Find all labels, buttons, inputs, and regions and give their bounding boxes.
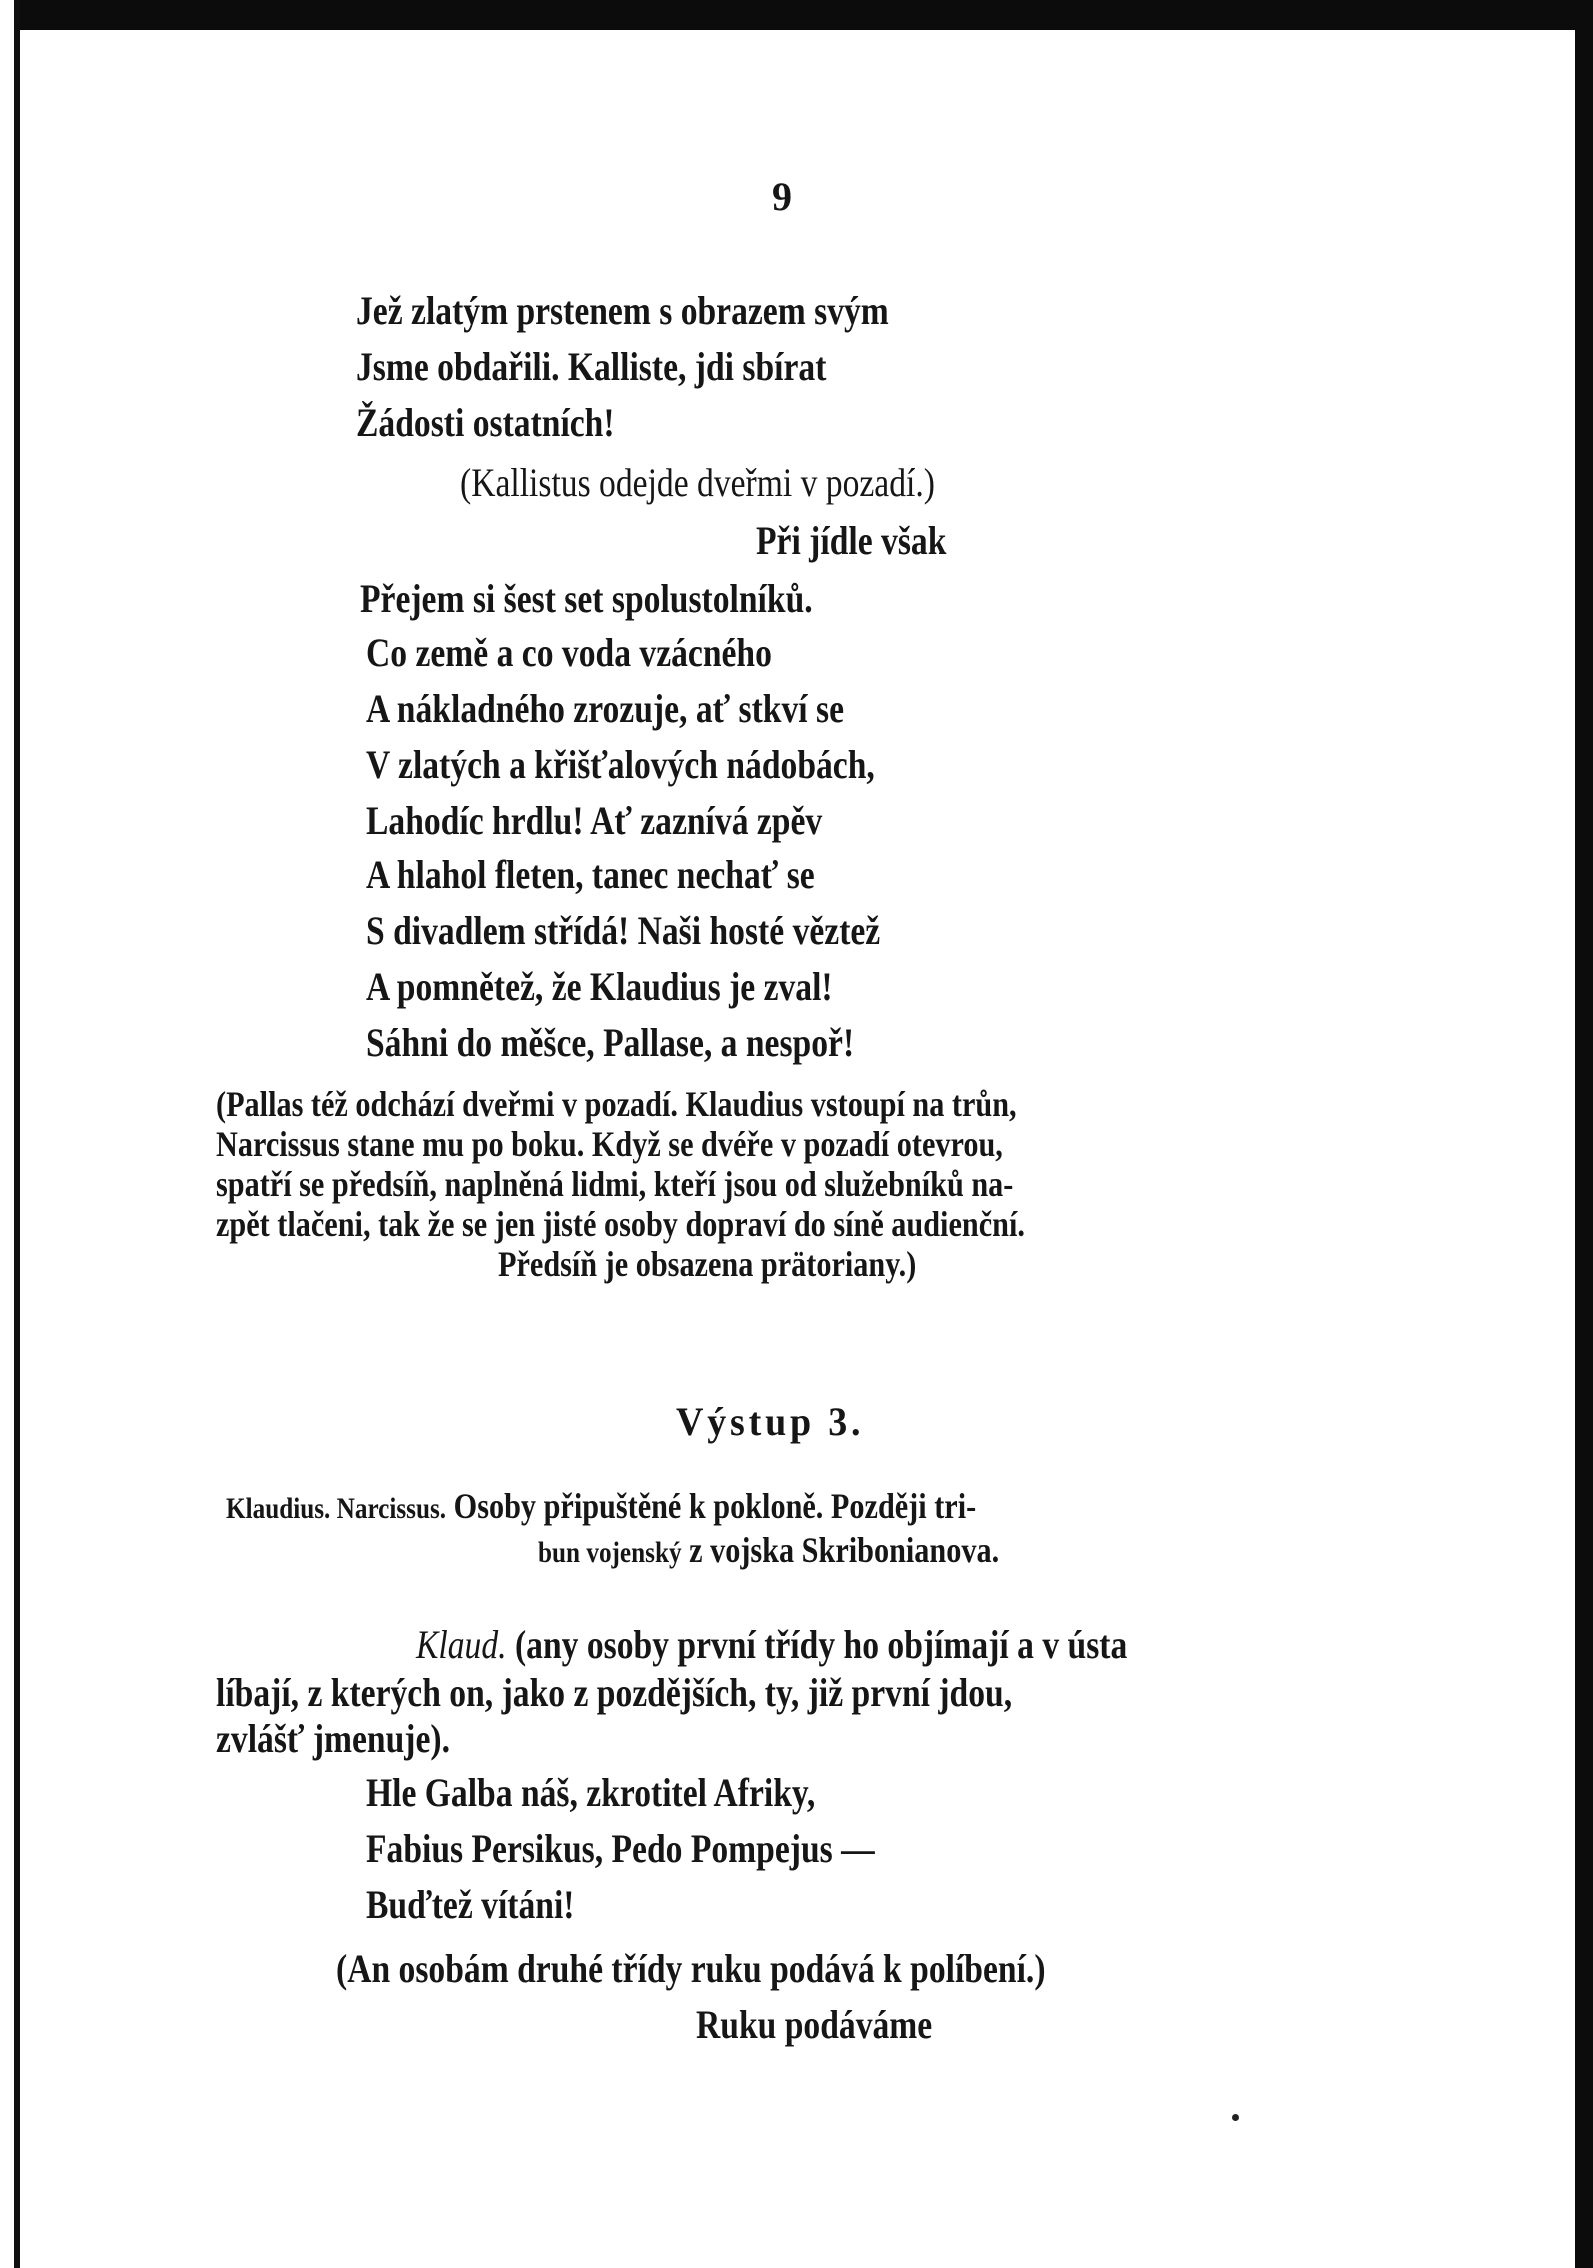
verse-line: Při jídle však xyxy=(756,518,947,563)
verse-line: A pomnětež, že Klaudius je zval! xyxy=(366,964,833,1009)
scene-heading: Výstup 3. xyxy=(676,1399,865,1444)
stage-direction-2: (An osobám druhé třídy ruku podává k políbení.) xyxy=(336,1946,1046,1991)
stage-direction-inline: (Kallistus odejde dveřmi v pozadí.) xyxy=(460,460,935,505)
verse-line: Co země a co voda vzácného xyxy=(366,630,772,675)
speech-line-3: zvlášť jmenuje). xyxy=(216,1716,450,1761)
verse-line: S divadlem střídá! Naši hosté věztež xyxy=(366,908,881,953)
verse-line: Ruku podáváme xyxy=(696,2002,933,2047)
speck-mark xyxy=(1232,2114,1239,2121)
verse-line: Lahodíc hrdlu! Ať zaznívá zpěv xyxy=(366,798,823,843)
speech-line-1 xyxy=(416,1622,1127,1668)
stage-direction-line: spatří se předsíň, naplněná lidmi, kteří jsou od služebníků na- xyxy=(216,1164,1014,1204)
document-page xyxy=(20,30,1575,2268)
verse-line: A hlahol fleten, tanec nechať se xyxy=(366,852,815,897)
scan-edge-top xyxy=(20,0,1593,30)
stage-direction-line: Předsíň je obsazena prätoriany.) xyxy=(498,1244,917,1284)
page-number: 9 xyxy=(772,174,792,219)
scan-edge-right xyxy=(1575,0,1593,2268)
verse-line: A nákladného zrozuje, ať stkví se xyxy=(366,686,844,731)
cast-line-2 xyxy=(538,1530,999,1573)
verse-line: V zlatých a křišťalových nádobách, xyxy=(366,742,875,787)
speaker-name: Klaud. xyxy=(416,1622,507,1667)
verse-line: Sáhni do měšce, Pallase, a nespoř! xyxy=(366,1020,855,1065)
cast-names: Klaudius. Narcissus. xyxy=(226,1492,447,1525)
speech-line-2: líbají, z kterých on, jako z pozdějších, ty, již první jdou, xyxy=(216,1670,1013,1715)
cast-line-1 xyxy=(226,1486,976,1529)
verse-line: Hle Galba náš, zkrotitel Afriky, xyxy=(366,1770,816,1815)
verse-line: Jsme obdařili. Kalliste, jdi sbírat xyxy=(356,344,827,389)
cast-rest: Osoby připuštěné k pokloně. Později tri- xyxy=(453,1486,977,1526)
stage-direction-line: Narcissus stane mu po boku. Když se dvéře v pozadí otevrou, xyxy=(216,1124,1003,1164)
stage-direction-line: zpět tlačeni, tak že se jen jisté osoby dopraví do síně audienční. xyxy=(216,1204,1025,1244)
cast-tribune: bun vojenský xyxy=(538,1536,682,1569)
stage-direction-line: (Pallas též odchází dveřmi v pozadí. Klaudius vstoupí na trůn, xyxy=(216,1084,1017,1124)
scan-edge-left xyxy=(0,0,20,2268)
verse-line: Žádosti ostatních! xyxy=(356,400,615,445)
verse-line: Buďtež vítáni! xyxy=(366,1882,575,1927)
verse-line: Fabius Persikus, Pedo Pompejus — xyxy=(366,1826,875,1871)
speech-direction: (any osoby první třídy ho objímají a v ústa xyxy=(514,1622,1128,1667)
cast-tribune-rest: z vojska Skribonianova. xyxy=(689,1530,1000,1570)
verse-line: Jež zlatým prstenem s obrazem svým xyxy=(356,288,889,333)
verse-line: Přejem si šest set spolustolníků. xyxy=(360,576,813,621)
